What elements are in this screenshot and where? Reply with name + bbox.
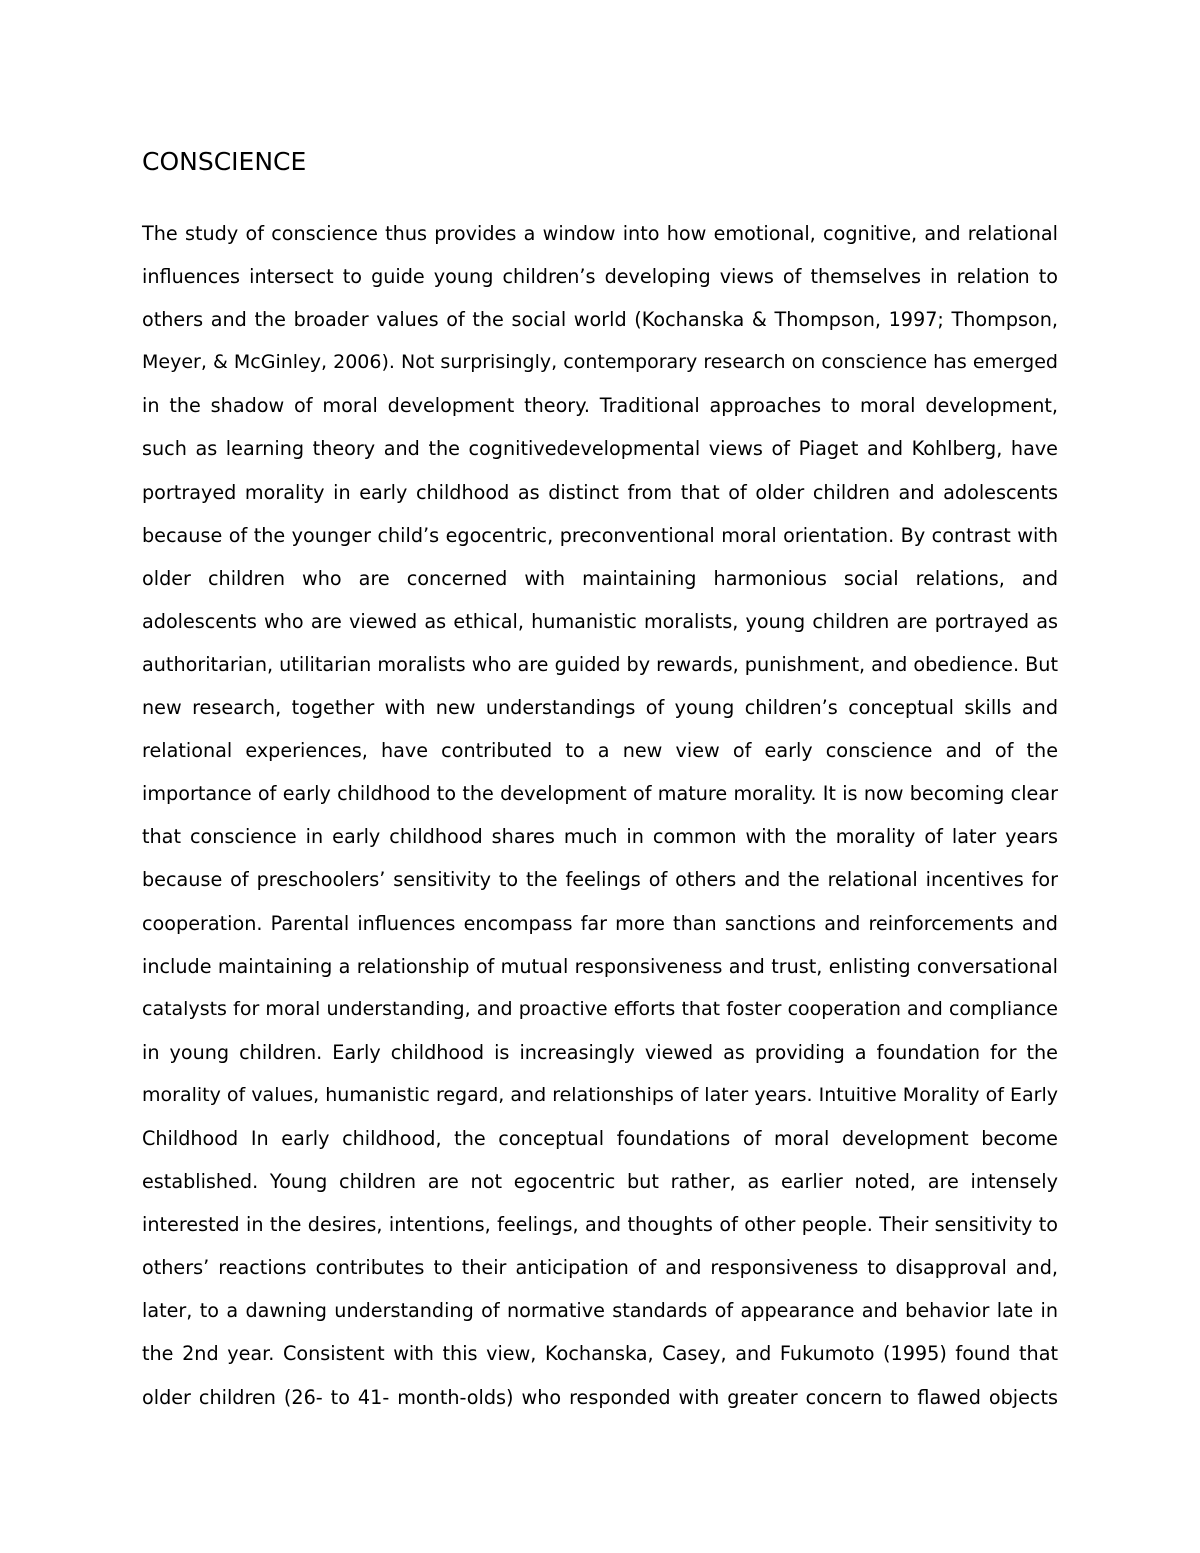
text-line: importance of early childhood to the development of mature morality. It is now becoming clear [142,782,1058,806]
text-line: because of the younger child’s egocentric, preconventional moral orientation. By contrast with [142,523,1058,547]
text-line: older children who are concerned with maintaining harmonious social relations, and [142,566,1058,590]
text-line: catalysts for moral understanding, and proactive efforts that foster cooperation and compliance [142,997,1058,1020]
text-line: later, to a dawning understanding of normative standards of appearance and behavior late in [142,1299,1058,1323]
text-line: new research, together with new understandings of young children’s conceptual skills and [142,696,1058,720]
text-line: cooperation. Parental influences encompass far more than sanctions and reinforcements and [142,911,1058,935]
text-line: others’ reactions contributes to their anticipation of and responsiveness to disapproval and, [142,1256,1058,1280]
text-line: adolescents who are viewed as ethical, humanistic moralists, young children are portrayed as [142,609,1058,633]
text-line: because of preschoolers’ sensitivity to the feelings of others and the relational incentives for [142,868,1058,892]
text-line: in the shadow of moral development theory. Traditional approaches to moral development, [142,394,1058,418]
text-line: relational experiences, have contributed to a new view of early conscience and of the [142,739,1058,763]
text-line: authoritarian, utilitarian moralists who are guided by rewards, punishment, and obedience. But [142,652,1058,676]
text-line: in young children. Early childhood is increasingly viewed as providing a foundation for the [142,1040,1058,1064]
body-paragraph [142,212,1058,1419]
text-line: that conscience in early childhood shares much in common with the morality of later years [142,825,1058,849]
text-line: The study of conscience thus provides a window into how emotional, cognitive, and relational [142,222,1058,245]
text-line: portrayed morality in early childhood as distinct from that of older children and adolescents [142,480,1058,504]
text-line: Meyer, & McGinley, 2006). Not surprisingly, contemporary research on conscience has emerged [142,351,1058,374]
page-title: CONSCIENCE [142,147,307,176]
text-line: established. Young children are not egocentric but rather, as earlier noted, are intensely [142,1170,1058,1194]
text-line: such as learning theory and the cognitivedevelopmental views of Piaget and Kohlberg, have [142,437,1058,461]
text-line: others and the broader values of the social world (Kochanska & Thompson, 1997; Thompson, [142,308,1058,332]
text-line: older children (26- to 41- month-olds) who responded with greater concern to flawed objects [142,1385,1058,1409]
text-line: morality of values, humanistic regard, and relationships of later years. Intuitive Morality of Early [142,1083,1058,1106]
text-line: interested in the desires, intentions, feelings, and thoughts of other people. Their sensitivity to [142,1213,1058,1237]
text-line: the 2nd year. Consistent with this view, Kochanska, Casey, and Fukumoto (1995) found that [142,1342,1058,1366]
text-line: influences intersect to guide young children’s developing views of themselves in relation to [142,265,1058,289]
text-line: include maintaining a relationship of mutual responsiveness and trust, enlisting conversational [142,954,1058,978]
text-line: Childhood In early childhood, the conceptual foundations of moral development become [142,1126,1058,1150]
